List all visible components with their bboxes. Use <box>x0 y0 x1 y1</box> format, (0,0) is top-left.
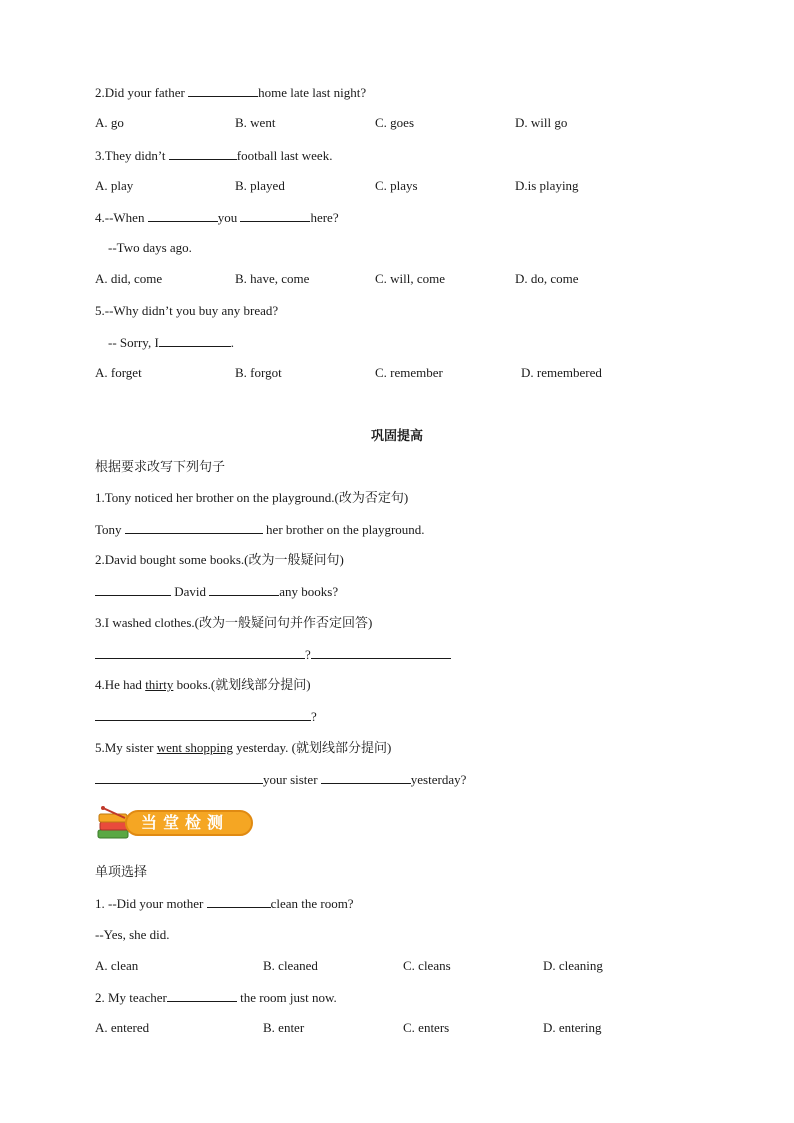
option-c: C. will, come <box>375 271 446 286</box>
answer-blank[interactable] <box>321 771 411 784</box>
option-d: D. entering <box>543 1020 602 1035</box>
answer-blank[interactable] <box>240 209 310 222</box>
option-a: A. forget <box>95 365 142 380</box>
option-a: A. did, come <box>95 271 163 286</box>
rewrite-1: 1.Tony noticed her brother on the playground.(改为否定句) <box>95 490 409 505</box>
rewrite-2-answer: David any books? <box>95 583 338 600</box>
option-b: B. cleaned <box>263 958 318 973</box>
answer-blank[interactable] <box>159 334 231 347</box>
option-b: B. went <box>235 115 276 130</box>
rewrite-5: 5.My sister went shopping yesterday. (就划线部分提问) <box>95 740 392 755</box>
option-c: C. remember <box>375 365 443 380</box>
question-4: 4.--When you here? <box>95 210 339 225</box>
answer-blank[interactable] <box>148 209 218 222</box>
underlined-phrase: went shopping <box>156 740 233 755</box>
rewrite-2: 2.David bought some books.(改为一般疑问句) <box>95 552 344 567</box>
mcq-question-2: 2. My teacher the room just now. <box>95 990 337 1005</box>
option-d: D. will go <box>515 115 568 130</box>
option-a: A. go <box>95 115 124 130</box>
option-d: D. cleaning <box>543 958 603 973</box>
rewrite-3-answer: ? <box>95 646 451 663</box>
option-c: C. cleans <box>403 958 451 973</box>
banner-title: 当堂检测 <box>141 813 230 832</box>
option-b: B. played <box>235 178 285 193</box>
mcq-title: 单项选择 <box>95 864 148 879</box>
rewrite-5-answer: your sister yesterday? <box>95 771 466 788</box>
question-4-answer: --Two days ago. <box>108 240 192 255</box>
mcq-question-1: 1. --Did your mother clean the room? <box>95 896 354 911</box>
section-title: 巩固提高 <box>370 428 423 443</box>
rewrite-instruction: 根据要求改写下列句子 <box>95 459 226 474</box>
option-d: D. remembered <box>521 365 602 380</box>
answer-blank[interactable] <box>209 583 279 596</box>
option-c: C. enters <box>403 1020 450 1035</box>
answer-blank[interactable] <box>207 895 271 908</box>
question-5-answer: -- Sorry, I . <box>108 335 235 350</box>
option-a: A. clean <box>95 958 139 973</box>
option-c: C. goes <box>375 115 414 130</box>
option-d: D.is playing <box>515 178 579 193</box>
underlined-word: thirty <box>145 677 174 692</box>
answer-blank[interactable] <box>169 147 237 160</box>
answer-blank[interactable] <box>95 646 305 659</box>
option-a: A. play <box>95 178 134 193</box>
option-b: B. forgot <box>235 365 282 380</box>
mcq-question-1-answer: --Yes, she did. <box>95 927 170 942</box>
rewrite-4: 4.He had thirty books.(就划线部分提问) <box>95 677 311 692</box>
rewrite-1-answer: Tony her brother on the playground. <box>95 522 425 537</box>
question-5: 5.--Why didn’t you buy any bread? <box>95 303 279 318</box>
option-a: A. entered <box>95 1020 150 1035</box>
answer-blank[interactable] <box>95 583 171 596</box>
rewrite-3: 3.I washed clothes.(改为一般疑问句并作否定回答) <box>95 615 373 630</box>
answer-blank[interactable] <box>95 771 263 784</box>
rewrite-4-answer: ? <box>95 708 317 725</box>
option-b: B. have, come <box>235 271 310 286</box>
option-c: C. plays <box>375 178 418 193</box>
answer-blank[interactable] <box>125 521 263 534</box>
option-d: D. do, come <box>515 271 579 286</box>
question-2: 2.Did your father home late last night? <box>95 85 367 100</box>
question-3: 3.They didn’t football last week. <box>95 148 333 163</box>
section-banner <box>95 804 260 844</box>
answer-blank[interactable] <box>311 646 451 659</box>
answer-blank[interactable] <box>95 708 311 721</box>
answer-blank[interactable] <box>167 989 237 1002</box>
option-b: B. enter <box>263 1020 305 1035</box>
answer-blank[interactable] <box>188 84 258 97</box>
